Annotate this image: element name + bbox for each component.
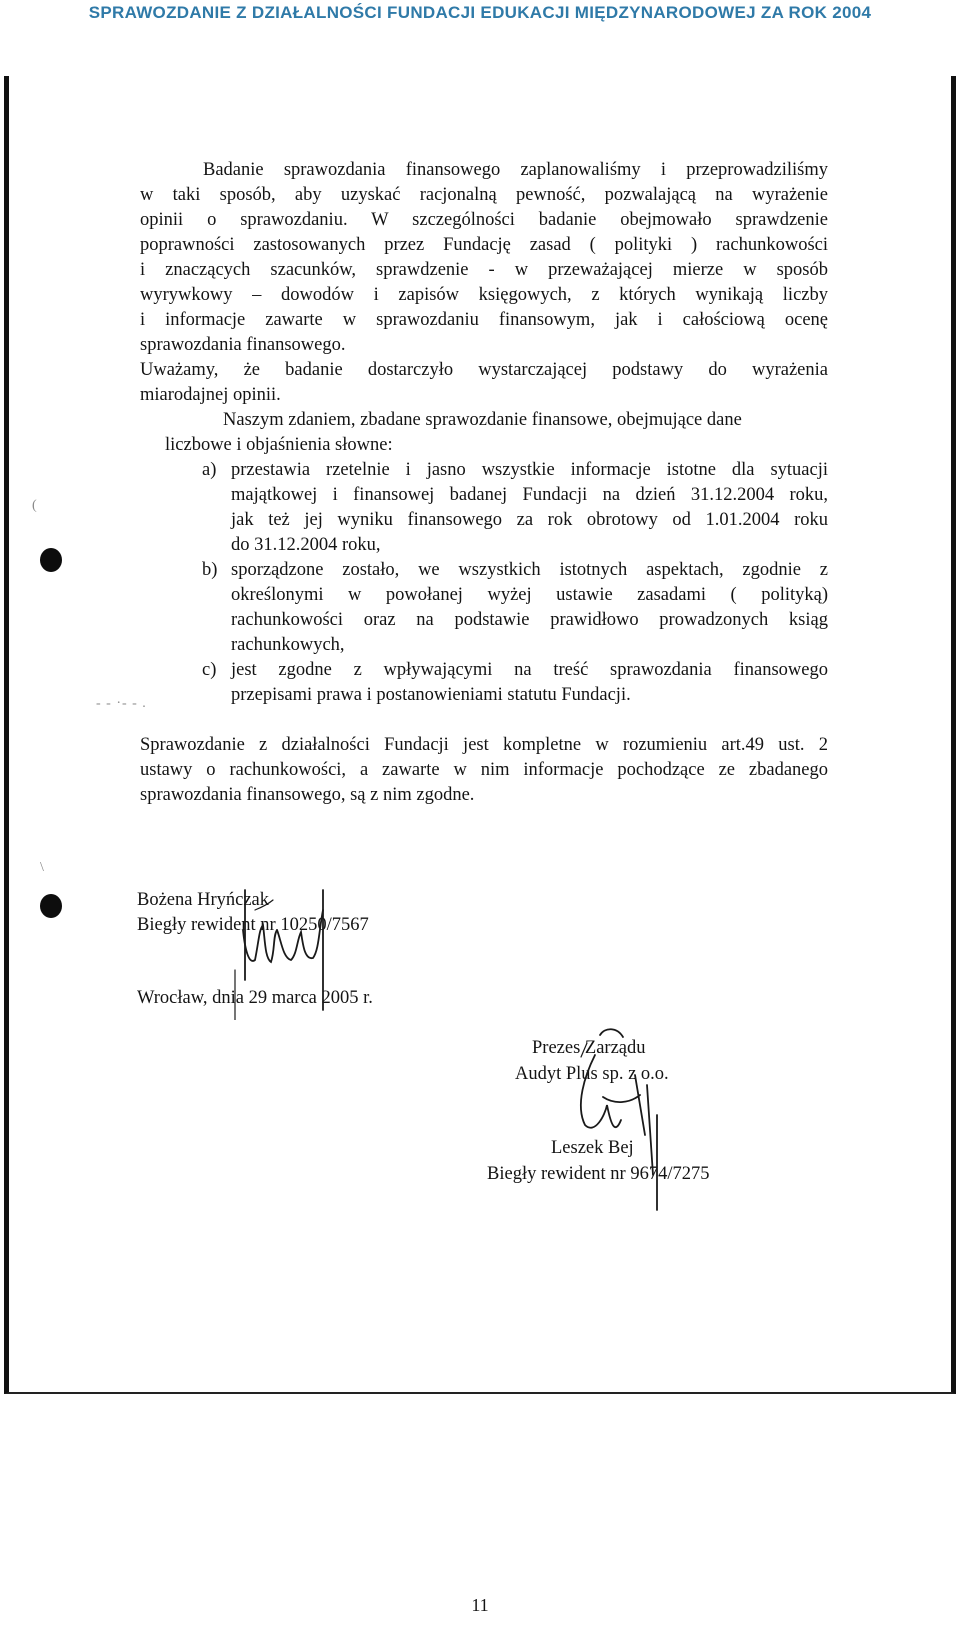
text-line: sprawozdania finansowego. [140, 335, 346, 355]
text-line: Naszym zdaniem, zbadane sprawozdanie finansowe, obejmujące dane [223, 410, 742, 430]
text-line: jak też jej wyniku finansowego za rok obrotowy od 1.01.2004 roku [231, 510, 828, 530]
text-line: liczbowe i objaśnienia słowne: [165, 435, 393, 455]
scan-mark: \ [40, 860, 44, 875]
text-line: opinii o sprawozdaniu. W szczególności badanie obejmowało sprawdzenie [140, 210, 828, 230]
page-number: 11 [471, 1595, 489, 1615]
text-line: Badanie sprawozdania finansowego zaplanowaliśmy i przeprowadziliśmy [203, 160, 828, 180]
signer-role-right: Prezes Zarządu [532, 1038, 646, 1058]
text-line: ustawy o rachunkowości, a zawarte w nim informacje pochodzące ze zbadanego [140, 760, 828, 780]
list-item-marker: b) [202, 560, 218, 580]
text-line: określonymi w powołanej wyżej ustawie zasadami ( polityką) [231, 585, 828, 605]
text-line: w taki sposób, aby uzyskać racjonalną pewność, pozwalającą na wyrażenie [140, 185, 828, 205]
signer-name-left: Bożena Hryńczak [137, 890, 270, 910]
text-line: przestawia rzetelnie i jasno wszystkie informacje istotne dla sytuacji [231, 460, 828, 480]
list-item-marker: c) [202, 660, 217, 680]
document-header-title: SPRAWOZDANIE Z DZIAŁALNOŚCI FUNDACJI EDUKACJI MIĘDZYNARODOWEJ ZA ROK 2004 [88, 3, 872, 22]
handwritten-signature-left [215, 870, 355, 1020]
handwritten-signature-right [545, 1025, 675, 1215]
text-line: i znaczących szacunków, sprawdzenie - w przeważającej mierze w sposób [140, 260, 828, 280]
signer-title-right: Biegły rewident nr 9674/7275 [487, 1164, 710, 1184]
text-line: rachunkowych, [231, 635, 345, 655]
signer-company-right: Audyt Plus sp. z o.o. [515, 1064, 669, 1084]
text-line: sporządzone zostało, we wszystkich istotnych aspektach, zgodnie z [231, 560, 828, 580]
list-item-marker: a) [202, 460, 217, 480]
text-line: Uważamy, że badanie dostarczyło wystarczającej podstawy do wyrażenia [140, 360, 828, 380]
text-line: wyrywkowy – dowodów i zapisów księgowych, z których wynikają liczby [140, 285, 828, 305]
text-line: do 31.12.2004 roku, [231, 535, 381, 555]
text-line: rachunkowości oraz na podstawie prawidłowo prowadzonych ksiąg [231, 610, 828, 630]
text-line: i informacje zawarte w sprawozdaniu finansowym, jak i całościową ocenę [140, 310, 828, 330]
text-line: poprawności zastosowanych przez Fundację zasad ( polityki ) rachunkowości [140, 235, 828, 255]
signer-title-left: Biegły rewident nr 10250/7567 [137, 915, 369, 935]
paragraph-audit-basis [140, 358, 828, 408]
text-line: jest zgodne z wpływającymi na treść sprawozdania finansowego [231, 660, 828, 680]
list-item-c [231, 658, 828, 708]
scan-mark: - - ·- - . [96, 696, 147, 711]
binder-hole-top [40, 548, 62, 572]
text-line: miarodajnej opinii. [140, 385, 281, 405]
paragraph-audit-scope [140, 158, 828, 358]
text-line: Sprawozdanie z działalności Fundacji jest kompletne w rozumieniu art.49 ust. 2 [140, 735, 828, 755]
text-line: majątkowej i finansowej badanej Fundacji na dzień 31.12.2004 roku, [231, 485, 828, 505]
paragraph-activity-report [140, 733, 828, 808]
text-line: przepisami prawa i postanowieniami statutu Fundacji. [231, 685, 631, 705]
text-line: sprawozdania finansowego, są z nim zgodne. [140, 785, 475, 805]
binder-hole-bottom [40, 894, 62, 918]
list-item-b [231, 558, 828, 658]
signer-name-right: Leszek Bej [551, 1138, 634, 1158]
list-item-a [231, 458, 828, 558]
scan-mark: ( [32, 498, 37, 513]
place-date: Wrocław, dnia 29 marca 2005 r. [137, 988, 373, 1008]
paragraph-opinion-intro [165, 408, 828, 458]
